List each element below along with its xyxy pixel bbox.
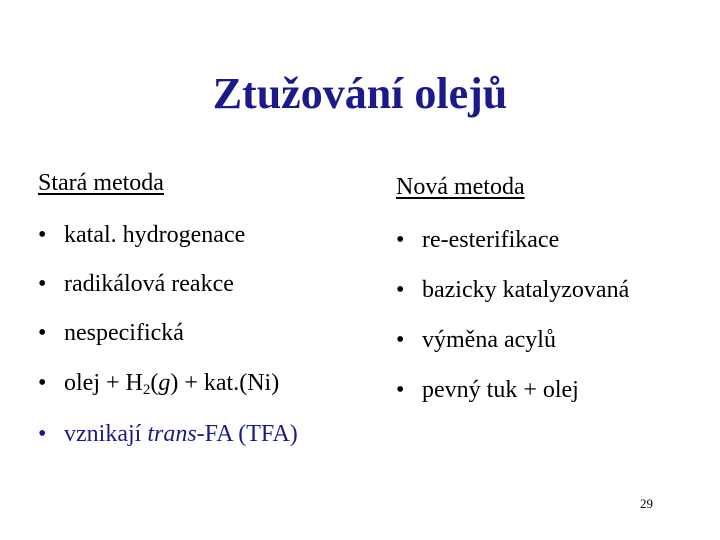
left-bullet-item-formula (38, 368, 279, 398)
right-bullet-text: bazicky katalyzovaná (422, 277, 630, 303)
bullet-dot: • (38, 271, 47, 297)
page-number: 29 (640, 496, 653, 511)
left-column-heading: Stará metoda (38, 170, 164, 196)
formula-post: ) + kat.(Ni) (170, 370, 280, 396)
right-bullet-text: re-esterifikace (422, 227, 560, 253)
right-bullet-text: výměna acylů (422, 327, 556, 353)
trans-post: -FA (TFA) (196, 421, 298, 447)
trans-italic: trans (147, 421, 197, 447)
formula-subscript: 2 (142, 382, 151, 398)
right-bullet-item (396, 325, 556, 355)
bullet-dot: • (396, 377, 405, 403)
left-bullet-item (38, 318, 184, 348)
bullet-dot: • (396, 327, 405, 353)
right-column-heading: Nová metoda (396, 174, 525, 200)
slide-title: Ztužování olejů (212, 69, 508, 118)
trans-lead: vznikají (64, 421, 148, 447)
right-bullet-item (396, 275, 629, 305)
formula-pre: olej + H (64, 370, 143, 396)
left-bullet-item-trans (38, 419, 298, 449)
bullet-dot: • (396, 227, 405, 253)
right-bullet-text: pevný tuk + olej (422, 377, 579, 403)
bullet-dot: • (396, 277, 405, 303)
left-bullet-text: radikálová reakce (64, 271, 234, 297)
right-bullet-item (396, 375, 579, 405)
formula-paren: ( (150, 370, 159, 396)
bullet-dot: • (38, 222, 47, 248)
left-bullet-item (38, 269, 234, 299)
bullet-dot: • (38, 370, 47, 396)
left-bullet-text: nespecifická (64, 320, 184, 346)
right-bullet-item (396, 225, 559, 255)
left-bullet-item (38, 220, 245, 250)
bullet-dot: • (38, 320, 47, 346)
bullet-dot: • (38, 421, 47, 447)
left-bullet-text: katal. hydrogenace (64, 222, 246, 248)
formula-italic: g (158, 370, 171, 396)
